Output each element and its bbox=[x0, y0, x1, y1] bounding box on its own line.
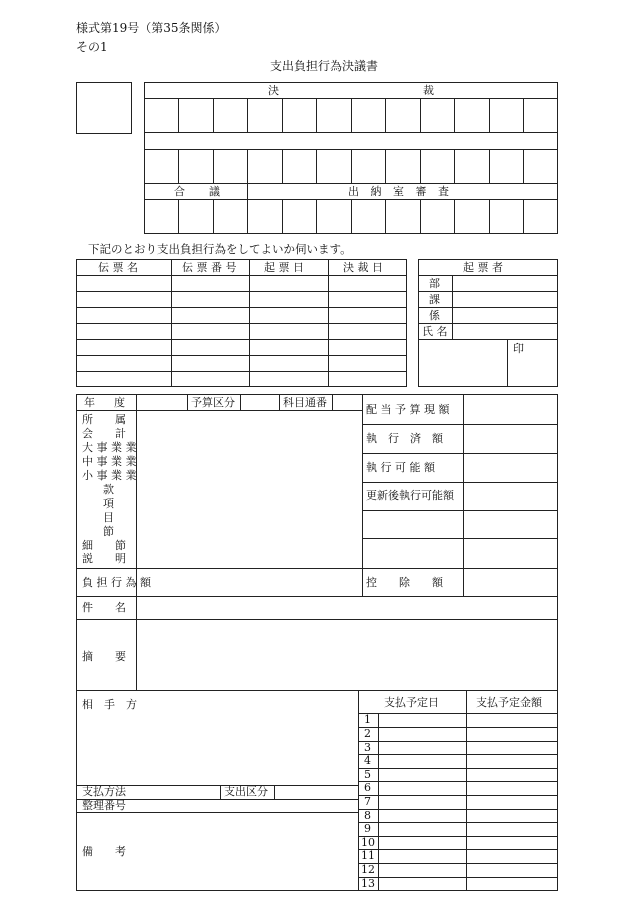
receipt-stamp-box bbox=[76, 82, 132, 134]
schedule-row-number: 8 bbox=[364, 809, 371, 822]
burden-amount-label: 負 担 行 為 額 bbox=[82, 576, 151, 589]
suitou-label: 出 納 室 審 査 bbox=[348, 185, 453, 198]
issuer-header: 起 票 者 bbox=[463, 261, 503, 274]
voucher-header-approval-date: 決 裁 日 bbox=[343, 261, 383, 274]
class-setsu: 節 bbox=[103, 525, 114, 538]
class-minor-project: 小 事 業 業 bbox=[82, 469, 137, 482]
intro-text: 下記のとおり支出負担行為をしてよいか伺います。 bbox=[88, 242, 352, 256]
class-kan: 款 bbox=[103, 483, 114, 496]
schedule-row-number: 6 bbox=[364, 781, 371, 794]
schedule-row-number: 1 bbox=[364, 713, 371, 726]
subject-label: 件 名 bbox=[82, 601, 126, 614]
schedule-row-number: 11 bbox=[361, 849, 375, 862]
class-kou: 項 bbox=[103, 497, 114, 510]
year-label: 年 度 bbox=[84, 396, 129, 409]
budget-class-label: 予算区分 bbox=[191, 396, 235, 409]
issuer-dept: 部 bbox=[429, 277, 440, 290]
schedule-row-number: 9 bbox=[364, 822, 371, 835]
class-medium-project: 中 事 業 業 bbox=[82, 455, 137, 468]
deduction-label: 控 除 額 bbox=[366, 576, 443, 589]
schedule-row-number: 5 bbox=[364, 768, 371, 781]
kessai-label-2: 裁 bbox=[423, 84, 434, 97]
schedule-row-number: 2 bbox=[364, 727, 371, 740]
class-explanation: 説 明 bbox=[82, 552, 126, 565]
page-title: 支出負担行為決議書 bbox=[270, 59, 379, 73]
schedule-date-header: 支払予定日 bbox=[384, 696, 439, 709]
schedule-row-number: 3 bbox=[364, 741, 371, 754]
schedule-row-number: 12 bbox=[361, 863, 375, 876]
class-account: 会 計 bbox=[82, 427, 126, 440]
issuer-name: 氏 名 bbox=[422, 325, 448, 338]
schedule-row-number: 10 bbox=[361, 836, 375, 849]
gougi-label-2: 議 bbox=[209, 185, 220, 198]
summary-label: 摘 要 bbox=[82, 650, 126, 663]
form-number: 様式第19号（第35条関係） bbox=[76, 21, 227, 35]
gougi-label-1: 合 bbox=[174, 185, 185, 198]
item-code-label: 科目通番 bbox=[283, 396, 327, 409]
payment-class-label: 支出区分 bbox=[224, 785, 268, 798]
reference-number-label: 整理番号 bbox=[82, 799, 126, 812]
class-major-project: 大 事 業 業 bbox=[82, 441, 137, 454]
class-saisetsu: 細 節 bbox=[82, 539, 126, 552]
issuer-unit: 係 bbox=[429, 309, 440, 322]
updated-executable-label: 更新後執行可能額 bbox=[366, 489, 454, 502]
schedule-row-number: 7 bbox=[364, 795, 371, 808]
schedule-row-number: 4 bbox=[364, 754, 371, 767]
executable-amount-label: 執 行 可 能 額 bbox=[366, 461, 435, 474]
voucher-header-number: 伝 票 番 号 bbox=[182, 261, 237, 274]
seal-label: 印 bbox=[513, 342, 524, 355]
issuer-section: 課 bbox=[429, 293, 440, 306]
payment-method-label: 支払方法 bbox=[82, 785, 126, 798]
remarks-label: 備 考 bbox=[82, 845, 126, 858]
executed-amount-label: 執 行 済 額 bbox=[366, 432, 443, 445]
voucher-header-issue-date: 起 票 日 bbox=[264, 261, 304, 274]
payee-label: 相 手 方 bbox=[82, 698, 137, 711]
schedule-amount-header: 支払予定金額 bbox=[476, 696, 542, 709]
kessai-label-1: 決 bbox=[268, 84, 279, 97]
voucher-header-name: 伝 票 名 bbox=[98, 261, 138, 274]
schedule-row-number: 13 bbox=[361, 877, 375, 890]
class-affiliation: 所 属 bbox=[82, 413, 126, 426]
class-moku: 目 bbox=[103, 511, 114, 524]
form-sub-number: その1 bbox=[76, 40, 108, 54]
allocated-budget-label: 配 当 予 算 現 額 bbox=[366, 403, 450, 416]
